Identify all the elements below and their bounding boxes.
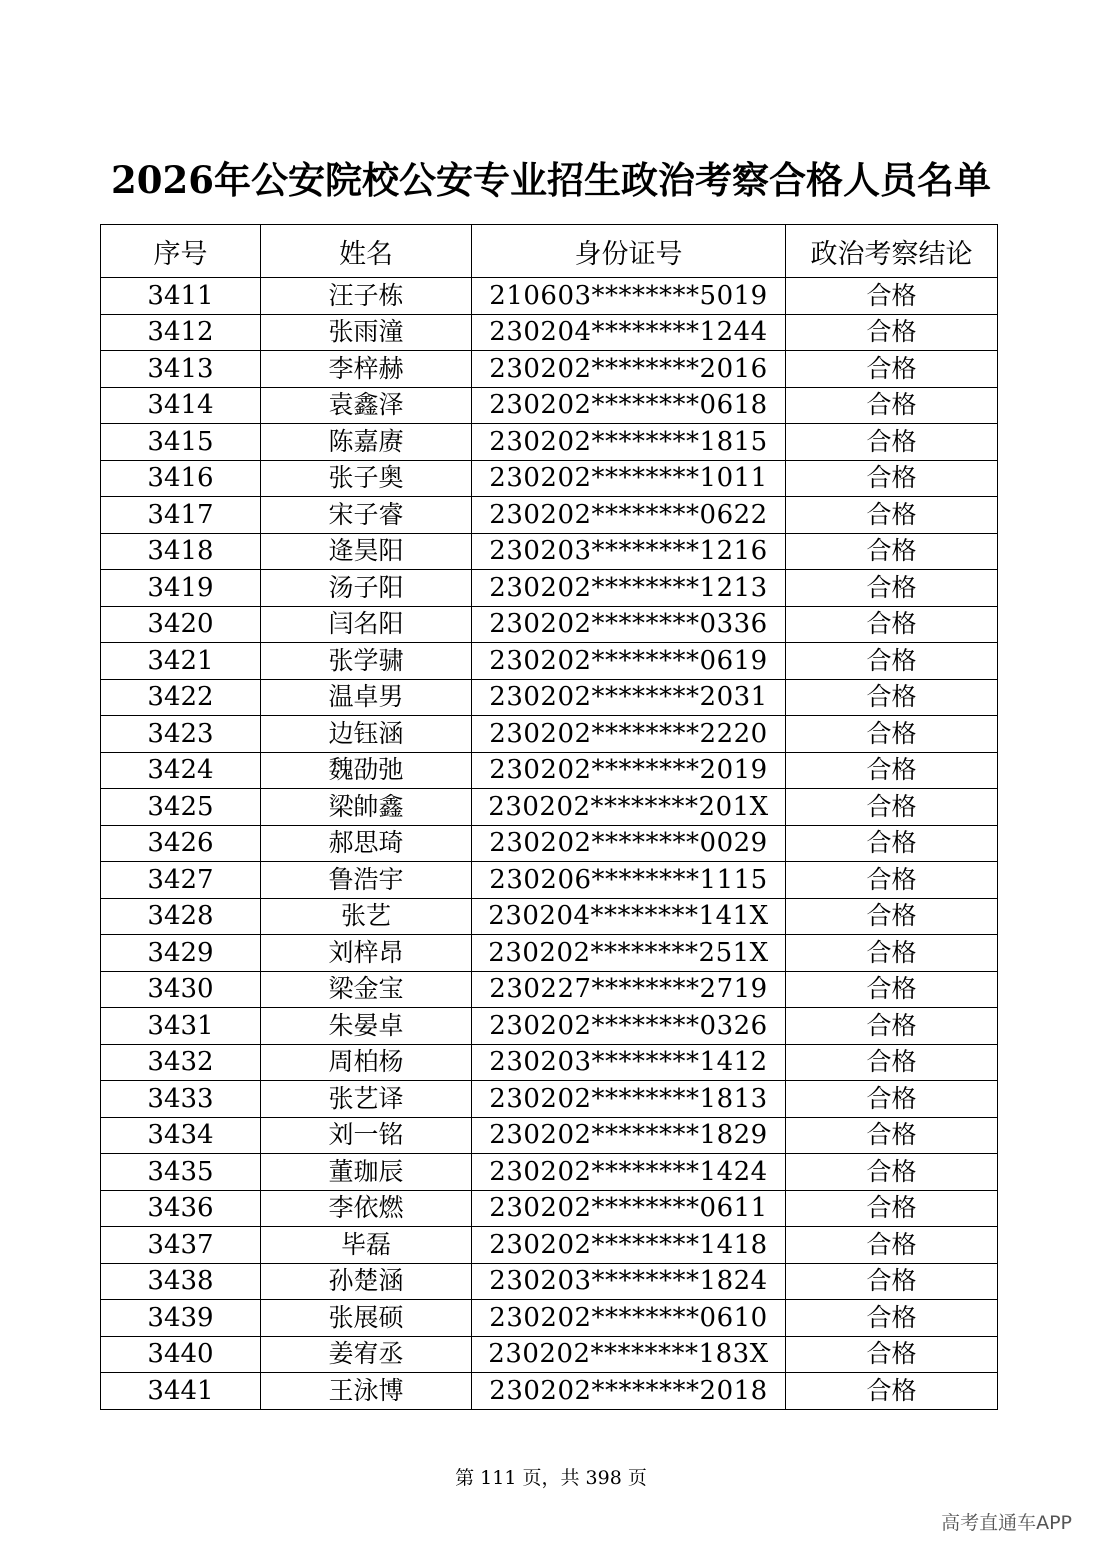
name-cell: 袁鑫泽: [261, 387, 472, 424]
result-cell: 合格: [786, 752, 998, 789]
roster-body: [101, 278, 998, 1410]
serial-cell: 3421: [101, 643, 261, 680]
header-row: [101, 225, 998, 278]
table-row: [101, 351, 998, 388]
serial-cell: 3425: [101, 789, 261, 826]
result-cell: 合格: [786, 387, 998, 424]
name-cell: 张子奥: [261, 460, 472, 497]
id-number-cell: 230202********0610: [472, 1300, 786, 1337]
result-cell: 合格: [786, 789, 998, 826]
result-cell: 合格: [786, 825, 998, 862]
table-row: [101, 570, 998, 607]
name-cell: 魏劭弛: [261, 752, 472, 789]
result-cell: 合格: [786, 679, 998, 716]
name-cell: 鲁浩宇: [261, 862, 472, 899]
name-cell: 姜宥丞: [261, 1336, 472, 1373]
name-cell: 陈嘉赓: [261, 424, 472, 461]
result-cell: 合格: [786, 278, 998, 315]
table-row: [101, 1336, 998, 1373]
id-number-cell: 230202********183X: [472, 1336, 786, 1373]
result-cell: 合格: [786, 1300, 998, 1337]
name-cell: 郝思琦: [261, 825, 472, 862]
name-cell: 刘梓昂: [261, 935, 472, 972]
id-number-cell: 230202********2031: [472, 679, 786, 716]
name-cell: 汤子阳: [261, 570, 472, 607]
table-row: [101, 606, 998, 643]
table-row: [101, 1081, 998, 1118]
name-cell: 梁帥鑫: [261, 789, 472, 826]
result-cell: 合格: [786, 460, 998, 497]
column-header-result: 政治考察结论: [786, 225, 998, 278]
serial-cell: 3429: [101, 935, 261, 972]
id-number-cell: 230202********251X: [472, 935, 786, 972]
serial-cell: 3438: [101, 1263, 261, 1300]
table-row: [101, 387, 998, 424]
table-row: [101, 460, 998, 497]
serial-cell: 3433: [101, 1081, 261, 1118]
name-cell: 边钰涵: [261, 716, 472, 753]
table-row: [101, 935, 998, 972]
name-cell: 温卓男: [261, 679, 472, 716]
table-row: [101, 424, 998, 461]
name-cell: 周柏杨: [261, 1044, 472, 1081]
name-cell: 张雨潼: [261, 314, 472, 351]
id-number-cell: 230204********1244: [472, 314, 786, 351]
result-cell: 合格: [786, 1008, 998, 1045]
id-number-cell: 230202********1011: [472, 460, 786, 497]
table-row: [101, 278, 998, 315]
serial-cell: 3428: [101, 898, 261, 935]
serial-cell: 3435: [101, 1154, 261, 1191]
result-cell: 合格: [786, 643, 998, 680]
table-row: [101, 1117, 998, 1154]
result-cell: 合格: [786, 314, 998, 351]
serial-cell: 3436: [101, 1190, 261, 1227]
table-row: [101, 1008, 998, 1045]
result-cell: 合格: [786, 497, 998, 534]
table-row: [101, 1373, 998, 1410]
name-cell: 董珈辰: [261, 1154, 472, 1191]
result-cell: 合格: [786, 606, 998, 643]
table-row: [101, 533, 998, 570]
id-number-cell: 230203********1824: [472, 1263, 786, 1300]
name-cell: 孙楚涵: [261, 1263, 472, 1300]
name-cell: 王泳博: [261, 1373, 472, 1410]
result-cell: 合格: [786, 935, 998, 972]
id-number-cell: 230202********2220: [472, 716, 786, 753]
table-row: [101, 1227, 998, 1264]
result-cell: 合格: [786, 424, 998, 461]
serial-cell: 3419: [101, 570, 261, 607]
table-row: [101, 1044, 998, 1081]
table-row: [101, 716, 998, 753]
name-cell: 朱晏卓: [261, 1008, 472, 1045]
id-number-cell: 230202********0619: [472, 643, 786, 680]
name-cell: 宋子睿: [261, 497, 472, 534]
table-row: [101, 862, 998, 899]
serial-cell: 3441: [101, 1373, 261, 1410]
name-cell: 张学骕: [261, 643, 472, 680]
id-number-cell: 230202********201X: [472, 789, 786, 826]
serial-cell: 3434: [101, 1117, 261, 1154]
table-row: [101, 1300, 998, 1337]
result-cell: 合格: [786, 1373, 998, 1410]
id-number-cell: 230203********1216: [472, 533, 786, 570]
table-row: [101, 497, 998, 534]
column-header-id-number: 身份证号: [472, 225, 786, 278]
serial-cell: 3427: [101, 862, 261, 899]
name-cell: 李依燃: [261, 1190, 472, 1227]
serial-cell: 3414: [101, 387, 261, 424]
result-cell: 合格: [786, 351, 998, 388]
name-cell: 梁金宝: [261, 971, 472, 1008]
id-number-cell: 230202********0336: [472, 606, 786, 643]
name-cell: 李梓赫: [261, 351, 472, 388]
serial-cell: 3426: [101, 825, 261, 862]
id-number-cell: 230202********1815: [472, 424, 786, 461]
table-row: [101, 1190, 998, 1227]
id-number-cell: 230202********0326: [472, 1008, 786, 1045]
serial-cell: 3437: [101, 1227, 261, 1264]
id-number-cell: 230202********2016: [472, 351, 786, 388]
serial-cell: 3439: [101, 1300, 261, 1337]
result-cell: 合格: [786, 1044, 998, 1081]
page-footer: 第 111 页，共 398 页: [455, 1467, 647, 1489]
table-row: [101, 789, 998, 826]
id-number-cell: 230202********1813: [472, 1081, 786, 1118]
serial-cell: 3440: [101, 1336, 261, 1373]
table-row: [101, 825, 998, 862]
serial-cell: 3423: [101, 716, 261, 753]
result-cell: 合格: [786, 570, 998, 607]
column-header-serial: 序号: [101, 225, 261, 278]
serial-cell: 3413: [101, 351, 261, 388]
name-cell: 闫名阳: [261, 606, 472, 643]
result-cell: 合格: [786, 1154, 998, 1191]
name-cell: 毕磊: [261, 1227, 472, 1264]
id-number-cell: 230202********2018: [472, 1373, 786, 1410]
table-row: [101, 679, 998, 716]
id-number-cell: 230227********2719: [472, 971, 786, 1008]
result-cell: 合格: [786, 1081, 998, 1118]
id-number-cell: 230204********141X: [472, 898, 786, 935]
table-row: [101, 314, 998, 351]
table-row: [101, 971, 998, 1008]
id-number-cell: 230202********1829: [472, 1117, 786, 1154]
id-number-cell: 230202********1213: [472, 570, 786, 607]
table-row: [101, 898, 998, 935]
table-row: [101, 643, 998, 680]
id-number-cell: 230202********1418: [472, 1227, 786, 1264]
serial-cell: 3424: [101, 752, 261, 789]
id-number-cell: 230202********0611: [472, 1190, 786, 1227]
roster-table: [100, 224, 998, 1410]
result-cell: 合格: [786, 1117, 998, 1154]
id-number-cell: 230202********1424: [472, 1154, 786, 1191]
column-header-name: 姓名: [261, 225, 472, 278]
result-cell: 合格: [786, 1190, 998, 1227]
app-watermark: 高考直通车APP: [941, 1512, 1072, 1534]
name-cell: 张艺: [261, 898, 472, 935]
document-title: 2026年公安院校公安专业招生政治考察合格人员名单: [111, 158, 991, 202]
table-row: [101, 1263, 998, 1300]
id-number-cell: 230202********0029: [472, 825, 786, 862]
serial-cell: 3420: [101, 606, 261, 643]
id-number-cell: 230206********1115: [472, 862, 786, 899]
result-cell: 合格: [786, 533, 998, 570]
name-cell: 张展硕: [261, 1300, 472, 1337]
result-cell: 合格: [786, 1336, 998, 1373]
table-row: [101, 752, 998, 789]
serial-cell: 3415: [101, 424, 261, 461]
id-number-cell: 230202********0622: [472, 497, 786, 534]
table-row: [101, 1154, 998, 1191]
name-cell: 汪子栋: [261, 278, 472, 315]
serial-cell: 3432: [101, 1044, 261, 1081]
result-cell: 合格: [786, 862, 998, 899]
result-cell: 合格: [786, 1227, 998, 1264]
serial-cell: 3430: [101, 971, 261, 1008]
result-cell: 合格: [786, 1263, 998, 1300]
serial-cell: 3418: [101, 533, 261, 570]
result-cell: 合格: [786, 898, 998, 935]
id-number-cell: 230203********1412: [472, 1044, 786, 1081]
name-cell: 刘一铭: [261, 1117, 472, 1154]
serial-cell: 3431: [101, 1008, 261, 1045]
id-number-cell: 230202********2019: [472, 752, 786, 789]
result-cell: 合格: [786, 971, 998, 1008]
serial-cell: 3411: [101, 278, 261, 315]
serial-cell: 3417: [101, 497, 261, 534]
serial-cell: 3416: [101, 460, 261, 497]
name-cell: 逄昊阳: [261, 533, 472, 570]
serial-cell: 3412: [101, 314, 261, 351]
id-number-cell: 210603********5019: [472, 278, 786, 315]
id-number-cell: 230202********0618: [472, 387, 786, 424]
serial-cell: 3422: [101, 679, 261, 716]
name-cell: 张艺译: [261, 1081, 472, 1118]
result-cell: 合格: [786, 716, 998, 753]
